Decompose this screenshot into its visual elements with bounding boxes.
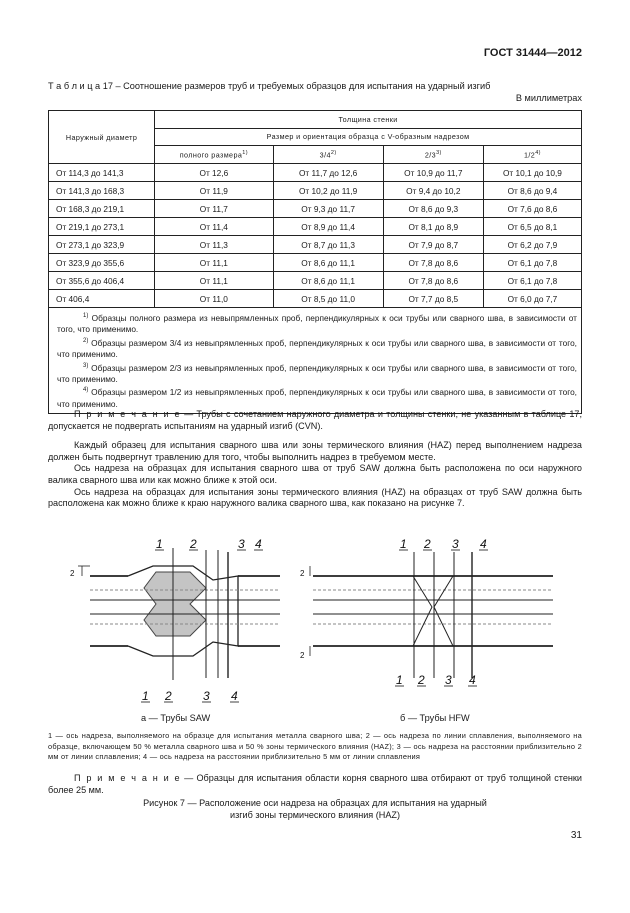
header-specimen: Размер и ориентация образца с V-образным надрезом: [155, 128, 582, 146]
saw-label-bottom-3: 3: [203, 689, 210, 703]
note1-label: П р и м е ч а н и е: [74, 409, 181, 419]
table-footnotes: [49, 308, 582, 414]
subheader-3: 2/3$^{3)}$: [383, 146, 483, 164]
paragraph-saw-weld: Ось надреза на образцах для испытания сварного шва от труб SAW должна быть расположена по оси наружного валика сварного шва или как можно ближе к этой оси.: [48, 463, 582, 485]
hfw-label-bottom-4: 4: [469, 673, 476, 687]
subcaption-hfw: б — Трубы HFW: [400, 713, 470, 723]
table-cell: От 10,1 до 10,9: [483, 164, 581, 182]
figure-7-drawing: [48, 532, 582, 704]
standard-number: ГОСТ 31444—2012: [483, 47, 582, 59]
table-cell: От 11,3: [155, 236, 273, 254]
table-units: В миллиметрах: [515, 93, 582, 103]
saw-label-bottom-2: 2: [165, 689, 172, 703]
saw-label-top-1: 1: [156, 537, 163, 551]
header-wall-thickness: Толщина стенки: [155, 111, 582, 129]
table-cell: От 8,5 до 11,0: [273, 290, 383, 308]
table-cell: От 219,1 до 273,1: [49, 218, 155, 236]
saw-label-top-2: 2: [190, 537, 197, 551]
table-17: [48, 110, 582, 414]
figure-title-line-2: изгиб зоны термического влияния (HAZ): [229, 809, 400, 820]
hfw-label-bottom-2: 2: [418, 673, 425, 687]
table-cell: От 9,3 до 11,7: [273, 200, 383, 218]
table-cell: От 6,0 до 7,7: [483, 290, 581, 308]
table-cell: От 11,7: [155, 200, 273, 218]
figure-note: [48, 773, 582, 796]
table-cell: От 6,1 до 7,8: [483, 272, 581, 290]
table-cell: От 11,1: [155, 272, 273, 290]
saw-pipe-diagram: [78, 548, 280, 680]
saw-label-top-4: 4: [255, 537, 262, 551]
hfw-label-top-2: 2: [424, 537, 431, 551]
footnote: $^{1)}$ Образцы полного размера из невыпрямленных проб, перпендикулярных к оси трубы или сварного шва, в зависимости от того, что применимо.: [57, 312, 577, 335]
hfw-label-bottom-1: 1: [396, 673, 403, 687]
subheader-2: 3/4$^{2)}$: [273, 146, 383, 164]
hfw-pipe-diagram: [310, 552, 553, 678]
table-cell: От 6,5 до 8,1: [483, 218, 581, 236]
paragraph-etching: Каждый образец для испытания сварного шва или зоны термического влияния (HAZ) перед выполнением надреза должен быть подвергнут травлению для того, чтобы выполнить надрез в требуемом месте.: [48, 440, 582, 462]
table-row: [49, 164, 582, 182]
table-cell: От 10,2 до 11,9: [273, 182, 383, 200]
table-cell: От 11,1: [155, 254, 273, 272]
figure-title: [48, 798, 582, 821]
table-cell: От 11,7 до 12,6: [273, 164, 383, 182]
footnote: $^{2)}$ Образцы размером 3/4 из невыпрямленных проб, перпендикулярных к оси трубы или сварного шва, в зависимости от того, что применимо.: [57, 337, 577, 360]
table-cell: От 8,6 до 9,3: [383, 200, 483, 218]
footnote: $^{4)}$ Образцы размером 1/2 из невыпрямленных проб, перпендикулярных к оси трубы или сварного шва, в зависимости от того, что применимо.: [57, 387, 577, 409]
table-cell: От 6,1 до 7,8: [483, 254, 581, 272]
paragraph-saw-haz: Ось надреза на образцах для испытания зоны термического влияния (HAZ) на образцах от труб SAW должна быть расположена как можно ближе к краю наружного валика сварного шва, как показано на рисунке 7.: [48, 486, 582, 509]
table-cell: От 7,8 до 8,6: [383, 254, 483, 272]
hfw-dimension-bottom: 2: [300, 651, 305, 660]
saw-label-bottom-1: 1: [142, 689, 149, 703]
table-cell: От 8,1 до 8,9: [383, 218, 483, 236]
table-caption: Т а б л и ц а 17 – Соотношение размеров труб и требуемых образцов для испытания на ударный изгиб: [48, 81, 491, 91]
table-cell: От 7,8 до 8,6: [383, 272, 483, 290]
table-cell: От 141,3 до 168,3: [49, 182, 155, 200]
hfw-label-top-3: 3: [452, 537, 459, 551]
saw-label-bottom-4: 4: [231, 689, 238, 703]
table-cell: От 8,6 до 11,1: [273, 272, 383, 290]
table-cell: От 406,4: [49, 290, 155, 308]
table-cell: От 6,2 до 7,9: [483, 236, 581, 254]
table-row: [49, 236, 582, 254]
table-cell: От 8,9 до 11,4: [273, 218, 383, 236]
note2-text: — Образцы для испытания области корня сварного шва отбирают от труб толщиной стенки более 25 мм.: [48, 773, 582, 795]
footnote: $^{3)}$ Образцы размером 2/3 из невыпрямленных проб, перпендикулярных к оси трубы или сварного шва, в зависимости от того, что применимо.: [57, 362, 577, 384]
hfw-label-top-4: 4: [480, 537, 487, 551]
subheader-1: полного размера$^{1)}$: [155, 146, 273, 164]
table-row: [49, 200, 582, 218]
table-row: [49, 272, 582, 290]
table-row: [49, 182, 582, 200]
table-cell: От 7,7 до 8,5: [383, 290, 483, 308]
table-cell: От 8,7 до 11,3: [273, 236, 383, 254]
table-cell: От 11,0: [155, 290, 273, 308]
table-row: [49, 218, 582, 236]
table-cell: От 273,1 до 323,9: [49, 236, 155, 254]
hfw-dimension-top: 2: [300, 569, 305, 578]
table-cell: От 11,4: [155, 218, 273, 236]
table-cell: От 8,6 до 11,1: [273, 254, 383, 272]
table-cell: От 11,9: [155, 182, 273, 200]
header-outer-diameter: Наружный диаметр: [49, 111, 155, 164]
hfw-label-bottom-3: 3: [445, 673, 452, 687]
table-cell: От 323,9 до 355,6: [49, 254, 155, 272]
note1-text: — Трубы с сочетанием наружного диаметра и толщины стенки, не указанным в таблице 17, допускается не подвергать испытаниям на ударный изгиб (CVN).: [48, 409, 582, 431]
table-cell: От 12,6: [155, 164, 273, 182]
subheader-4: 1/2$^{4)}$: [483, 146, 581, 164]
figure-title-line-1: Рисунок 7 — Расположение оси надреза на образцах для испытания на ударный: [143, 798, 487, 808]
table-cell: От 114,3 до 141,3: [49, 164, 155, 182]
note2-label: П р и м е ч а н и е: [74, 773, 181, 783]
saw-dimension-label: 2: [70, 569, 75, 578]
table-cell: От 10,9 до 11,7: [383, 164, 483, 182]
page-number: 31: [570, 830, 582, 841]
saw-label-top-3: 3: [238, 537, 245, 551]
table-cell: От 8,6 до 9,4: [483, 182, 581, 200]
table-row: [49, 290, 582, 308]
figure-legend: 1 — ось надреза, выполняемого на образце для испытания металла сварного шва; 2 — ось надреза по линии сплавления, выполняемого на образце, включающем 50 % металла сварного шва и 50 % зоны термического влияния (HAZ); 3 — ось надреза на расстоянии приблизительно 2 мм от линии сплавления; 4 — ось надреза на расстоянии приблизительно 5 мм от линии сплавления: [48, 731, 582, 762]
body-text: [48, 409, 582, 510]
hfw-label-top-1: 1: [400, 537, 407, 551]
table-cell: От 7,6 до 8,6: [483, 200, 581, 218]
table-cell: От 168,3 до 219,1: [49, 200, 155, 218]
table-cell: От 355,6 до 406,4: [49, 272, 155, 290]
table-row: [49, 254, 582, 272]
table-cell: От 9,4 до 10,2: [383, 182, 483, 200]
table-cell: От 7,9 до 8,7: [383, 236, 483, 254]
subcaption-saw: а — Трубы SAW: [141, 713, 211, 723]
